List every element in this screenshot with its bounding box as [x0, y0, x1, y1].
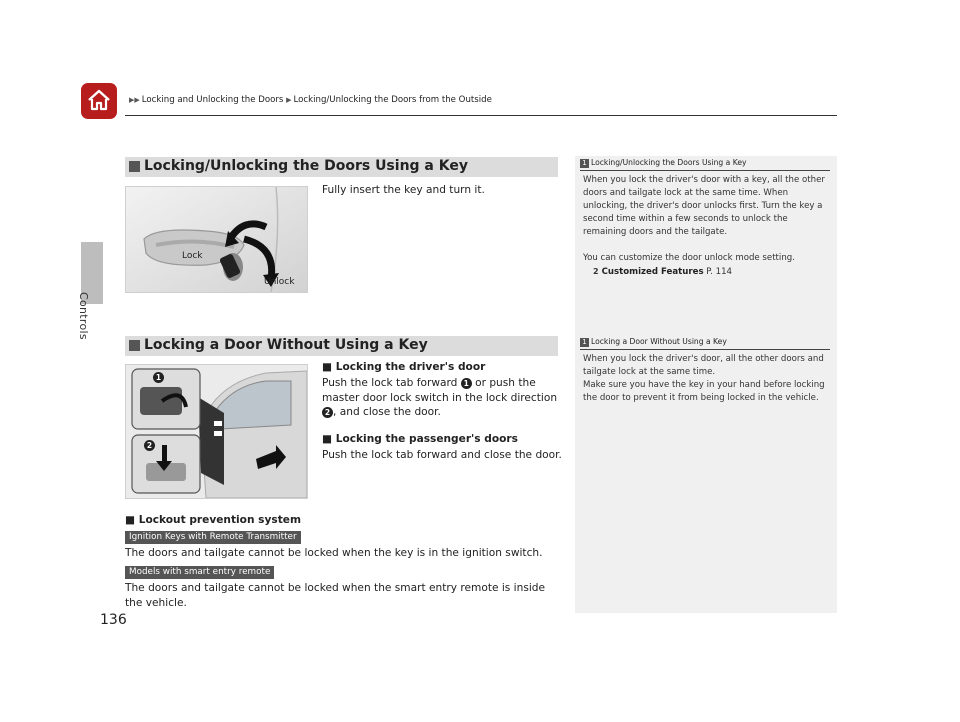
- section-title: Locking/Unlocking the Doors Using a Key: [144, 158, 468, 174]
- breadcrumb-arrow-icon: ▶: [286, 96, 292, 104]
- heading-square-icon: [129, 340, 140, 351]
- note-paragraph: When you lock the driver's door, all the other doors and tailgate lock at the same time.: [583, 354, 824, 377]
- driver-door-text: Push the lock tab forward 1 or push the master door lock switch in the lock direction 2 , and close the door.: [322, 377, 558, 418]
- heading-square-icon: [129, 161, 140, 172]
- note-rule: [580, 170, 830, 171]
- key-lock-figure: [125, 186, 308, 293]
- note-icon: 1: [580, 338, 589, 347]
- step-1-icon: 1: [461, 378, 472, 389]
- lock-label: Lock: [182, 251, 203, 261]
- passenger-door-text: Push the lock tab forward and close the door.: [322, 449, 562, 461]
- callout-1: 1: [153, 372, 164, 383]
- key-instruction: Fully insert the key and turn it.: [322, 184, 485, 196]
- breadcrumb: [129, 95, 492, 105]
- breadcrumb-item[interactable]: Locking and Unlocking the Doors: [141, 95, 284, 105]
- unlock-label: Unlock: [264, 277, 295, 287]
- note-title-key: 1 Locking/Unlocking the Doors Using a Key: [580, 158, 747, 168]
- section-heading-key: [125, 157, 558, 177]
- note-paragraph: When you lock the driver's door with a key, all the other doors and tailgate lock at the same time. When unlocking, the driver's door unlocks first. Turn the key a second time within a few seconds to unlock the remaining doors and the tailgate.: [583, 175, 825, 237]
- note-rule: [580, 349, 830, 350]
- lock-tab-figure: [125, 364, 308, 499]
- driver-door-title: ■ Locking the driver's door: [322, 361, 486, 373]
- section-title: Locking a Door Without Using a Key: [144, 337, 428, 353]
- note-title-nokey: 1 Locking a Door Without Using a Key: [580, 337, 727, 347]
- note-paragraph: Make sure you have the key in your hand before locking the door to prevent it from being locked in the vehicle.: [583, 380, 825, 403]
- cross-reference-icon: 2: [593, 267, 599, 276]
- note-body-nokey: [583, 353, 828, 405]
- home-button[interactable]: [81, 83, 117, 119]
- step-2-icon: 2: [322, 407, 333, 418]
- customized-features-link[interactable]: 2 Customized Features P. 114: [593, 267, 733, 277]
- model-badge-ignition: Ignition Keys with Remote Transmitter: [125, 531, 301, 544]
- sidebar-label: Controls: [77, 292, 90, 340]
- model-badge-smart-entry: Models with smart entry remote: [125, 566, 274, 579]
- section-heading-nokey: [125, 336, 558, 356]
- note-body-key: [583, 174, 828, 279]
- lockout-text-smart-entry: The doors and tailgate cannot be locked when the smart entry remote is inside the vehicle.: [125, 582, 546, 609]
- note-paragraph: You can customize the door unlock mode setting.: [583, 253, 795, 263]
- breadcrumb-arrow-icon: ▶▶: [129, 96, 140, 104]
- passenger-door-title: ■ Locking the passenger's doors: [322, 433, 518, 445]
- lockout-title: ■ Lockout prevention system: [125, 514, 301, 526]
- page-number: 136: [100, 612, 127, 628]
- note-icon: 1: [580, 159, 589, 168]
- breadcrumb-item[interactable]: Locking/Unlocking the Doors from the Outside: [293, 95, 492, 105]
- lockout-text-ignition: The doors and tailgate cannot be locked when the key is in the ignition switch.: [125, 547, 543, 559]
- callout-2: 2: [144, 440, 155, 451]
- header-rule: [125, 115, 837, 116]
- home-icon: [86, 87, 112, 113]
